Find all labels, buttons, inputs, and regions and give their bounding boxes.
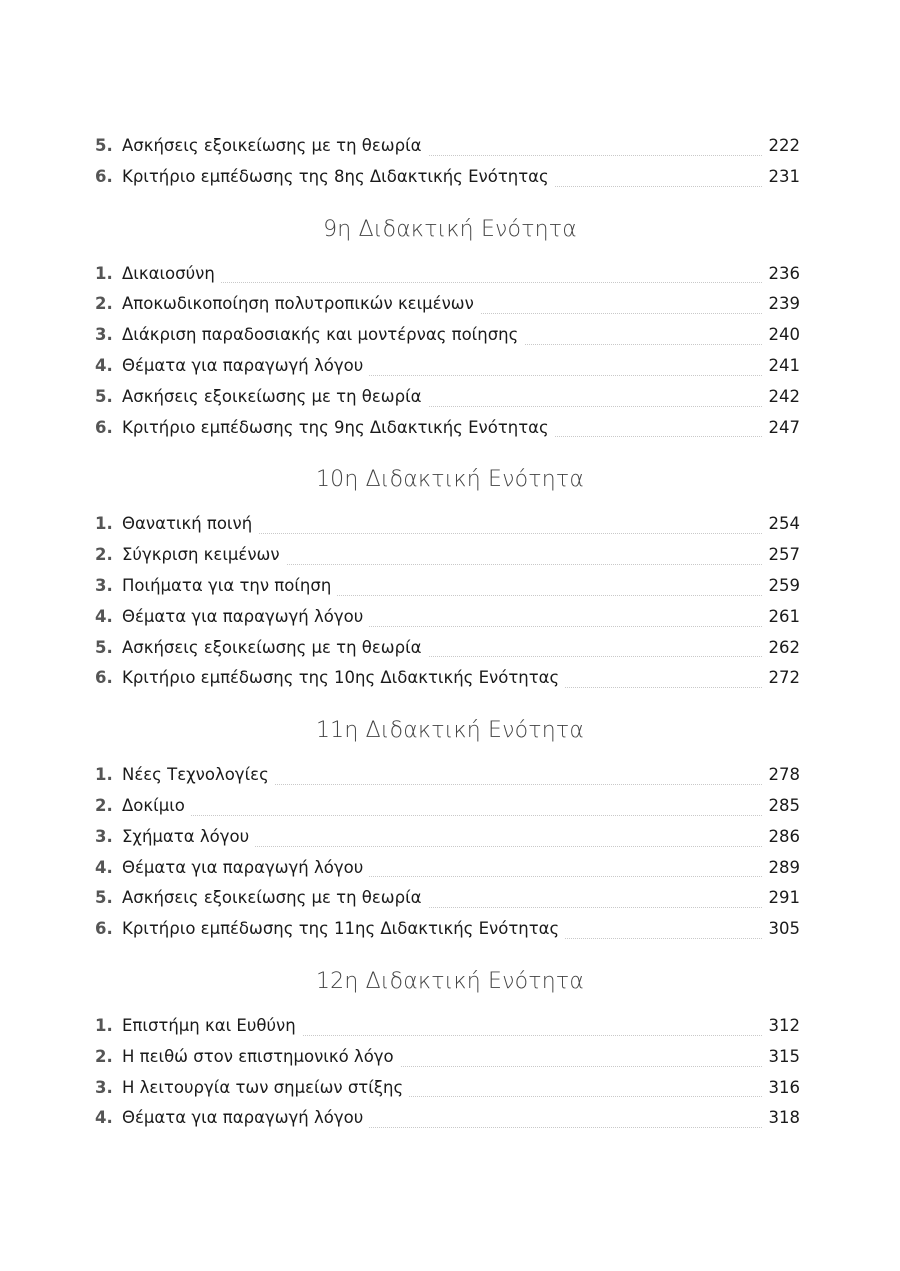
- entry-page-number: 247: [763, 413, 801, 444]
- entry-title: Θανατική ποινή: [122, 509, 258, 540]
- entry-title: Επιστήμη και Ευθύνη: [122, 1011, 302, 1042]
- entry-title: Η λειτουργία των σημείων στίξης: [122, 1073, 409, 1104]
- toc-entry[interactable]: [95, 822, 800, 853]
- entry-page-number: 285: [763, 791, 801, 822]
- toc-entry[interactable]: [95, 162, 800, 193]
- entry-title: Κριτήριο εμπέδωσης της 8ης Διδακτικής Ενότητας: [122, 162, 555, 193]
- entry-title: Ασκήσεις εξοικείωσης με τη θεωρία: [122, 382, 428, 413]
- toc-entry[interactable]: [95, 1011, 800, 1042]
- entry-page-number: 278: [763, 760, 801, 791]
- entry-page-number: 259: [763, 571, 801, 602]
- entry-title: Νέες Τεχνολογίες: [122, 760, 275, 791]
- toc-entry[interactable]: [95, 571, 800, 602]
- entry-number: 6.: [95, 417, 113, 437]
- entry-page-number: 242: [763, 382, 801, 413]
- entry-number: 1.: [95, 263, 113, 283]
- entry-page-number: 241: [763, 351, 801, 382]
- entry-page-number: 316: [763, 1073, 801, 1104]
- entry-title: Ασκήσεις εξοικείωσης με τη θεωρία: [122, 633, 428, 664]
- toc-entry[interactable]: [95, 509, 800, 540]
- toc-entry[interactable]: [95, 602, 800, 633]
- entry-title: Η πειθώ στον επιστημονικό λόγο: [122, 1042, 400, 1073]
- entry-title: Θέματα για παραγωγή λόγου: [122, 602, 369, 633]
- entry-title: Ασκήσεις εξοικείωσης με τη θεωρία: [122, 883, 428, 914]
- entry-title: Κριτήριο εμπέδωσης της 10ης Διδακτικής Ενότητας: [122, 663, 565, 694]
- entry-page-number: 231: [763, 162, 801, 193]
- dot-leader: [122, 815, 800, 816]
- entry-title: Θέματα για παραγωγή λόγου: [122, 1103, 369, 1134]
- entry-title: Σχήματα λόγου: [122, 822, 255, 853]
- toc-entry[interactable]: [95, 259, 800, 290]
- entry-title: Κριτήριο εμπέδωσης της 9ης Διδακτικής Ενότητας: [122, 413, 555, 444]
- entry-number: 5.: [95, 136, 113, 155]
- section-heading: 9η Διδακτική Ενότητα: [323, 216, 577, 242]
- entry-page-number: 236: [763, 259, 801, 290]
- toc-entry[interactable]: [95, 320, 800, 351]
- toc-entry[interactable]: [95, 883, 800, 914]
- entry-number: 2.: [95, 294, 113, 314]
- entry-page-number: 222: [763, 131, 801, 162]
- entry-page-number: 239: [763, 289, 801, 320]
- dot-leader: [122, 282, 800, 283]
- entry-number: 5.: [95, 888, 113, 908]
- entry-number: 6.: [95, 919, 113, 939]
- entry-page-number: 312: [763, 1011, 801, 1042]
- entry-page-number: 257: [763, 540, 801, 571]
- entry-page-number: 315: [763, 1042, 801, 1073]
- entry-page-number: 240: [763, 320, 801, 351]
- toc-entry[interactable]: [95, 540, 800, 571]
- toc-entry[interactable]: [95, 853, 800, 884]
- section-heading: 12η Διδακτική Ενότητα: [315, 969, 585, 994]
- entry-title: Διάκριση παραδοσιακής και μοντέρνας ποίησης: [122, 320, 524, 351]
- entry-page-number: 289: [763, 853, 801, 884]
- entry-title: Θέματα για παραγωγή λόγου: [122, 853, 369, 884]
- entry-number: 3.: [95, 1077, 113, 1097]
- toc-entry[interactable]: [95, 131, 800, 162]
- toc-entry[interactable]: [95, 663, 800, 694]
- section-heading: 11η Διδακτική Ενότητα: [315, 718, 585, 744]
- entry-page-number: 262: [763, 633, 801, 664]
- entry-number: 4.: [95, 356, 113, 375]
- toc-entry[interactable]: [95, 791, 800, 822]
- entry-page-number: 261: [763, 602, 801, 633]
- entry-number: 5.: [95, 386, 113, 406]
- toc-entry[interactable]: [95, 351, 800, 382]
- entry-title: Αποκωδικοποίηση πολυτροπικών κειμένων: [122, 289, 480, 320]
- entry-number: 2.: [95, 1046, 113, 1066]
- entry-page-number: 254: [763, 509, 801, 540]
- entry-page-number: 318: [763, 1103, 801, 1134]
- entry-number: 3.: [95, 826, 113, 846]
- toc-entry[interactable]: [95, 413, 800, 444]
- entry-title: Δικαιοσύνη: [122, 259, 221, 290]
- entry-number: 3.: [95, 576, 113, 595]
- toc-entry[interactable]: [95, 1042, 800, 1073]
- entry-page-number: 305: [763, 914, 801, 945]
- entry-number: 2.: [95, 545, 113, 565]
- entry-number: 4.: [95, 857, 113, 877]
- entry-number: 1.: [95, 765, 113, 785]
- section-heading: 10η Διδακτική Ενότητα: [315, 467, 585, 493]
- entry-title: Ποιήματα για την ποίηση: [122, 571, 337, 602]
- entry-title: Ασκήσεις εξοικείωσης με τη θεωρία: [122, 131, 428, 162]
- toc-entry[interactable]: [95, 289, 800, 320]
- toc-entry[interactable]: [95, 760, 800, 791]
- toc-entry[interactable]: [95, 633, 800, 664]
- entry-page-number: 272: [763, 663, 801, 694]
- entry-number: 5.: [95, 637, 113, 657]
- toc-entry[interactable]: [95, 1073, 800, 1104]
- entry-title: Σύγκριση κειμένων: [122, 540, 286, 571]
- toc-entry[interactable]: [95, 382, 800, 413]
- entry-title: Δοκίμιο: [122, 791, 191, 822]
- entry-number: 1.: [95, 514, 113, 534]
- entry-number: 6.: [95, 668, 113, 688]
- entry-page-number: 286: [763, 822, 801, 853]
- entry-number: 1.: [95, 1016, 113, 1035]
- entry-number: 3.: [95, 325, 113, 345]
- entry-number: 4.: [95, 606, 113, 626]
- entry-title: Κριτήριο εμπέδωσης της 11ης Διδακτικής Ενότητας: [122, 914, 565, 945]
- entry-page-number: 291: [763, 883, 801, 914]
- entry-title: Θέματα για παραγωγή λόγου: [122, 351, 369, 382]
- entry-number: 4.: [95, 1108, 113, 1128]
- entry-number: 2.: [95, 796, 113, 815]
- toc-entry[interactable]: [95, 1103, 800, 1134]
- entry-number: 6.: [95, 166, 113, 186]
- toc-entry[interactable]: [95, 914, 800, 945]
